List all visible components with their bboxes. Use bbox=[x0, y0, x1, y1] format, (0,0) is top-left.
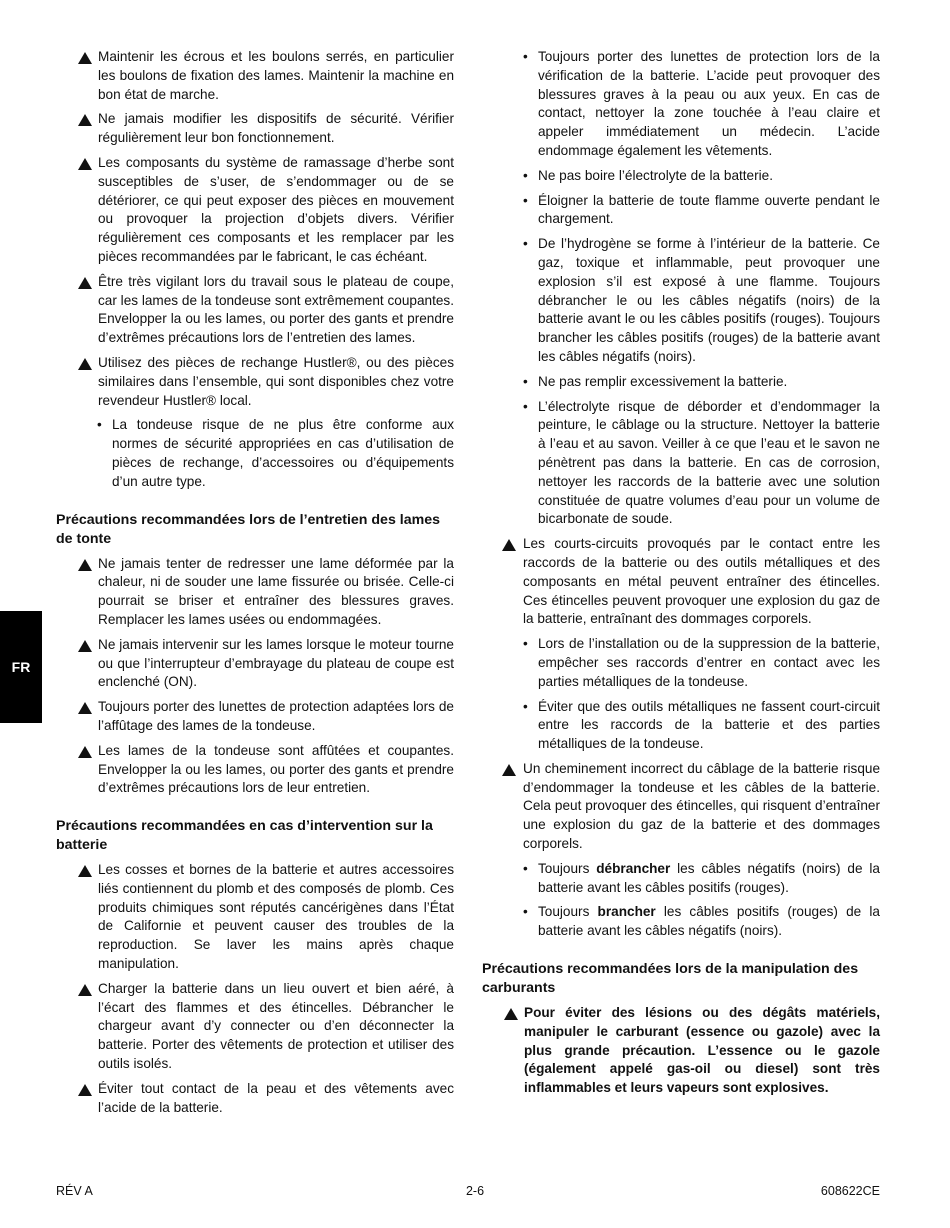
warning-item: Maintenir les écrous et les boulons serrés, en particulier les boulons de fixation des lames. Maintenir la machine en bon état de marche. bbox=[56, 48, 454, 104]
bullet-item: • L’électrolyte risque de déborder et d’endommager la peinture, le câblage ou la structure. Nettoyer la batterie à l’eau et au savon. Veiller à ce que l’eau et le savon ne pénètrent pas dans la batterie. En cas de corrosion, nettoyer les raccords de la batterie avec une solution constituée de quatre volumes d’eau pour un volume de bicarbonate de soude. bbox=[482, 398, 880, 530]
warning-item: Les lames de la tondeuse sont affûtées et coupantes. Envelopper la ou les lames, ou porter des gants et prendre d’extrêmes précautions lors de leur entretien. bbox=[56, 742, 454, 798]
bullet-item bbox=[482, 903, 880, 941]
warning-item: Les cosses et bornes de la batterie et autres accessoires liés contiennent du plomb et des composés de plomb. Ces produits chimiques sont réputés cancérigènes dans l’État de Californie et peuvent causer des troubles de la reproduction. Se laver les mains après chaque manipulation. bbox=[56, 861, 454, 974]
bullet-item: • Ne pas remplir excessivement la batterie. bbox=[482, 373, 880, 392]
right-column bbox=[482, 48, 880, 1104]
bullet-text: Toujours bbox=[538, 904, 598, 920]
sub-bullet-item: • La tondeuse risque de ne plus être conforme aux normes de sécurité appropriées en cas d’utilisation de pièces de rechange, d’accessoires ou d’équipements d’un autre type. bbox=[56, 416, 454, 491]
warning-item: Ne jamais intervenir sur les lames lorsque le moteur tourne ou que l’interrupteur d’embrayage du plateau de coupe est enclenché (ON). bbox=[56, 636, 454, 692]
bullet-text: Toujours bbox=[538, 860, 597, 876]
warning-item: Utilisez des pièces de rechange Hustler®, ou des pièces similaires dans l’ensemble, qui sont disponibles chez votre revendeur Hustler® local. bbox=[56, 354, 454, 410]
footer-doc-number: 608622CE bbox=[820, 1184, 880, 1198]
warning-item: Pour éviter des lésions ou des dégâts matériels, manipuler le carburant (essence ou gazole) avec la plus grande précaution. L’essence ou le gazole (également appelé gas-oil ou diesel) sont très inflammables et leurs vapeurs sont explosives. bbox=[482, 1004, 880, 1098]
heading-battery: Précautions recommandées en cas d’intervention sur la batterie bbox=[56, 818, 433, 854]
warning-item: Les composants du système de ramassage d’herbe sont susceptibles de s’user, de s’endommager ou de se détériorer, ce qui peut exposer des pièces en mouvement ou provoquer la projection d’objets divers. Vérifier régulièrement ces composants et les remplacer par les pièces recommandées par le fabricant, le cas échéant. bbox=[56, 154, 454, 267]
bullet-item bbox=[482, 860, 880, 898]
warning-item: Ne jamais tenter de redresser une lame déformée par la chaleur, ni de souder une lame fissurée ou brisée. Celle-ci pourrait se briser et entraîner des blessures graves. Remplacer les lames usées ou endommagées. bbox=[56, 555, 454, 630]
bullet-item: • Éviter que des outils métalliques ne fassent court-circuit entre les raccords de la batterie et des parties métalliques de la tondeuse. bbox=[482, 698, 880, 754]
bullet-item: • De l’hydrogène se forme à l’intérieur de la batterie. Ce gaz, toxique et inflammable, peut provoquer une explosion s’il est exposé à une flamme. Toujours débrancher le ou les câbles négatifs (noirs) de la batterie avant le ou les câbles positifs (rouges). Toujours brancher les câbles positifs (rouges) de la batterie avant les câbles négatifs (noirs). bbox=[482, 235, 880, 367]
bullet-emphasis: débrancher bbox=[596, 860, 671, 876]
bullet-text: les câbles positifs (rouges) de la batterie avant les câbles négatifs (noirs). bbox=[538, 904, 880, 939]
bullet-item: • Lors de l’installation ou de la suppression de la batterie, empêcher ses raccords d’entrer en contact avec les parties métalliques de la tondeuse. bbox=[482, 635, 880, 691]
language-tab bbox=[0, 611, 42, 723]
bullet-item: • Toujours porter des lunettes de protection lors de la vérification de la batterie. L’acide peut provoquer des blessures graves à la peau ou aux yeux. En cas de contact, nettoyer la zone touchée à l’eau claire et appeler immédiatement un médecin. L’acide endommage également les vêtements. bbox=[482, 48, 880, 161]
bullet-item: • Ne pas boire l’électrolyte de la batterie. bbox=[482, 167, 880, 186]
warning-item: Les courts-circuits provoqués par le contact entre les raccords de la batterie ou des outils métalliques et des composants en métal peuvent entraîner des étincelles. Ces étincelles peuvent provoquer une explosion du gaz de la batterie, entraînant des dommages corporels. bbox=[482, 535, 880, 629]
heading-blades: Précautions recommandées lors de l’entretien des lames de tonte bbox=[56, 511, 441, 547]
footer-page-number: 2-6 bbox=[465, 1184, 485, 1198]
warning-item: Ne jamais modifier les dispositifs de sécurité. Vérifier régulièrement leur bon fonctionnement. bbox=[56, 110, 454, 148]
warning-item: Éviter tout contact de la peau et des vêtements avec l’acide de la batterie. bbox=[56, 1080, 454, 1118]
footer-revision: RÉV A bbox=[56, 1184, 93, 1198]
bullet-text: les câbles négatifs (noirs) de la batterie avant les câbles positifs (rouges). bbox=[538, 860, 880, 895]
warning-item: Charger la batterie dans un lieu ouvert et bien aéré, à l’écart des flammes et des étincelles. Débrancher le chargeur avant d’y connecter ou d’en déconnecter la batterie. Porter des vêtements de protection et utiliser des outils isolés. bbox=[56, 980, 454, 1074]
warning-item: Un cheminement incorrect du câblage de la batterie risque d’endommager la tondeuse et les câbles de la batterie. Cela peut provoquer des étincelles, qui risquent d’entraîner une explosion du gaz de la batterie et des dommages corporels. bbox=[482, 760, 880, 854]
bullet-item: • Éloigner la batterie de toute flamme ouverte pendant le chargement. bbox=[482, 192, 880, 230]
heading-fuel: Précautions recommandées lors de la manipulation des carburants bbox=[482, 961, 859, 997]
warning-item: Être très vigilant lors du travail sous le plateau de coupe, car les lames de la tondeuse sont extrêmement coupantes. Envelopper la ou les lames, ou porter des gants et prendre d’extrêmes précautions lors de l’entretien des lames. bbox=[56, 273, 454, 348]
warning-item: Toujours porter des lunettes de protection adaptées lors de l’affûtage des lames de la tondeuse. bbox=[56, 698, 454, 736]
left-column bbox=[56, 48, 454, 1123]
bullet-emphasis: brancher bbox=[597, 904, 656, 920]
language-tab-label: FR bbox=[11, 659, 31, 675]
